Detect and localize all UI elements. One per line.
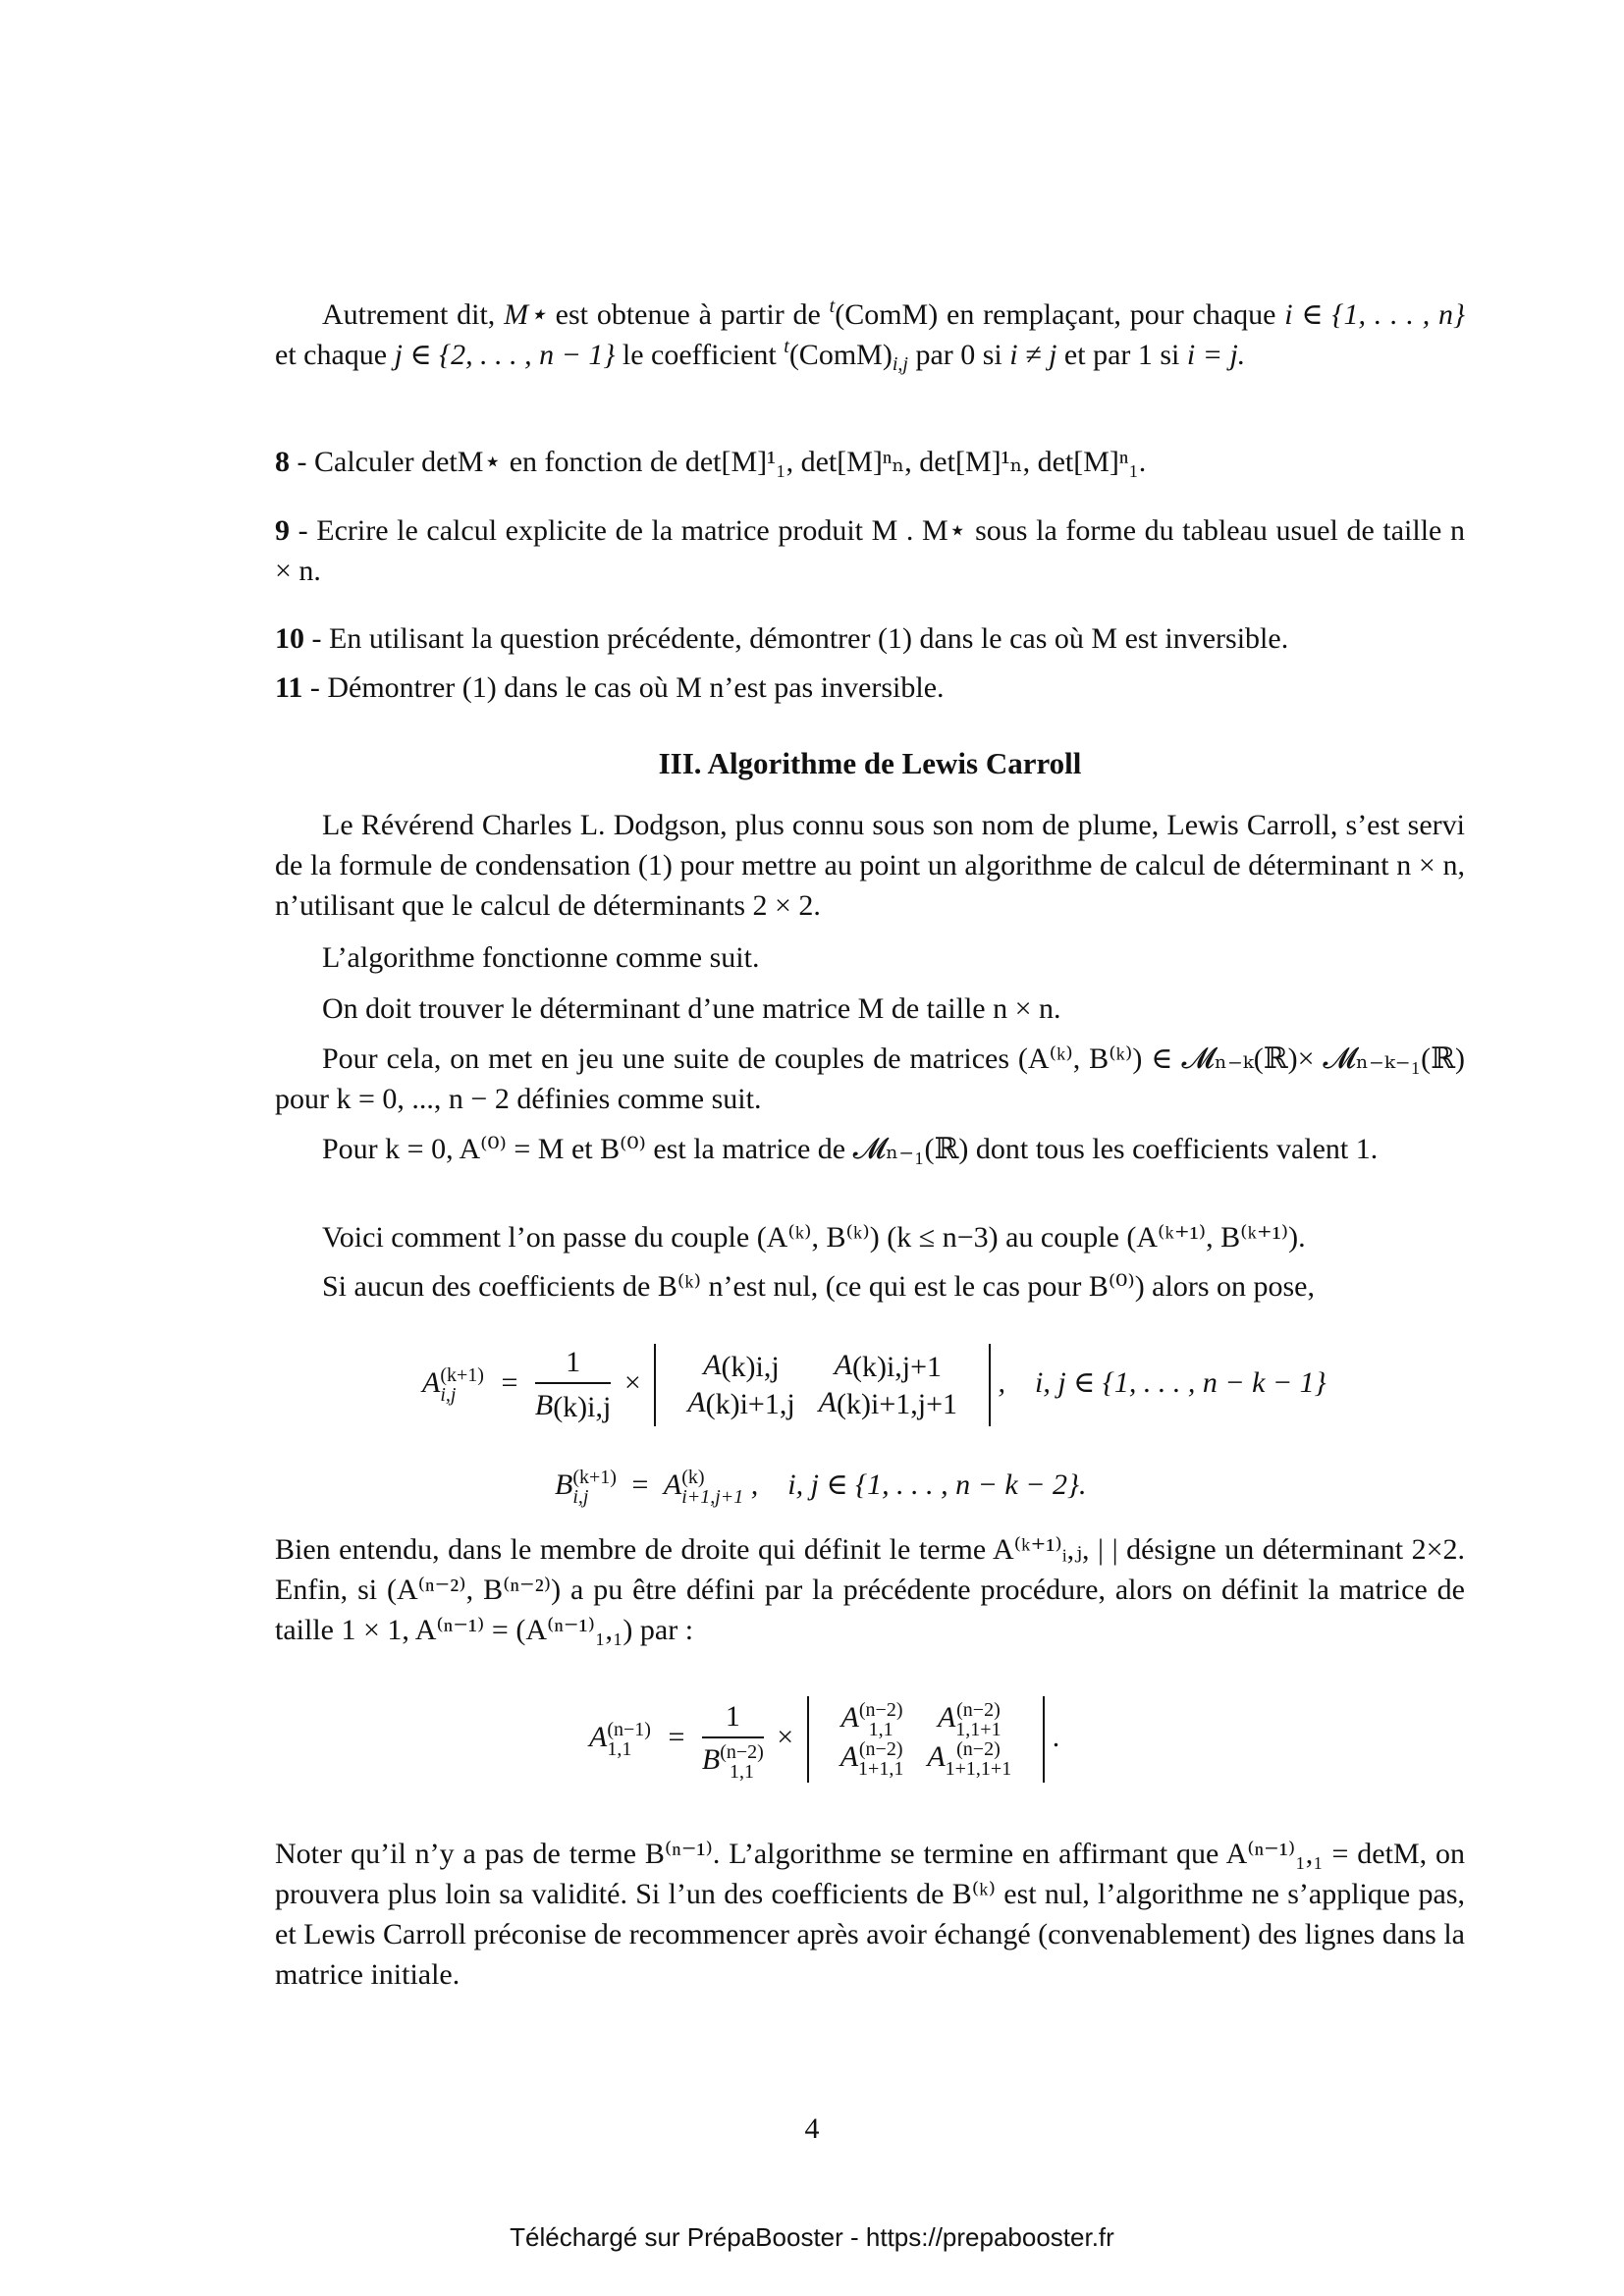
paragraph-pass (275, 1217, 1465, 1257)
intro-text: et chaque (275, 339, 395, 371)
question-number: 9 (275, 514, 290, 547)
paragraph-text: Pour k = 0, A⁽⁰⁾ = M et B⁽⁰⁾ est la matrice de 𝓜ₙ₋₁(ℝ) dont tous les coefficients valent 1. (322, 1133, 1379, 1165)
paragraph-noter (275, 1834, 1465, 1995)
fraction-denominator: B(k)i,j (534, 1389, 612, 1424)
question-number: 8 (275, 446, 290, 478)
question-9 (275, 510, 1465, 591)
math-times: × (777, 1721, 794, 1753)
fraction-denominator: B (n−2) 1,1 (701, 1741, 764, 1784)
paragraph-text: Bien entendu, dans le membre de droite qui définit le terme A⁽ᵏ⁺¹⁾ᵢ,ⱼ, | | désigne un déterminant 2×2. Enfin, si (A⁽ⁿ⁻²⁾, B⁽ⁿ⁻²⁾) a pu être défini par la précédente procédure, alors on définit la matrice de taille 1 × 1, A⁽ⁿ⁻¹⁾ = (A⁽ⁿ⁻¹⁾₁,₁) par : (275, 1533, 1465, 1646)
question-11 (275, 667, 1465, 708)
intro-text: le coefficient (615, 339, 785, 371)
paragraph-text: Le Révérend Charles L. Dodgson, plus connu sous son nom de plume, Lewis Carroll, s’est servi de la formule de condensation (1) pour mettre au point un algorithme de calcul de déterminant n × n, n’utilisant que le calcul de déterminants 2 × 2. (275, 809, 1465, 922)
paragraph-nonzero (275, 1266, 1465, 1307)
det-cell: A (n−2) 1,1+1 (937, 1699, 1001, 1741)
intro-paragraph: Autrement dit, M⋆ est obtenue à partir de $^t$(ComM) en remplaçant, pour chaque i ∈ {1, . . . , n} et chaque j ∈ {2, . . . , n − 1} le coefficient $^t(ComM)_{i,j}$ par 0 si i ≠ j et par 1 si i = j. (275, 295, 1465, 375)
question-text: - En utilisant la question précédente, démontrer (1) dans le cas où M est inversible. (304, 622, 1289, 655)
math-mstar: M⋆ (504, 298, 547, 331)
det-cell: A(k)i,j+1 (834, 1348, 943, 1384)
det-cell: A(k)i+1,j+1 (818, 1386, 957, 1421)
math-period: . (1052, 1721, 1060, 1753)
equation-b-k1: B (k+1) i,j = A (k) i+1,j+1 , i, j ∈ {1, . . . , n − k − 2}. (555, 1467, 1087, 1509)
det-cell: A(k)i+1,j (687, 1386, 795, 1421)
determinant (807, 1696, 1046, 1783)
determinant (654, 1344, 991, 1426)
fraction-numerator: 1 (702, 1697, 764, 1738)
math-symbol: B (555, 1468, 573, 1501)
paragraph-algo-intro (275, 937, 1465, 978)
math-eq: i = j. (1186, 339, 1246, 371)
det-cell: A (n−2) 1,1 (840, 1699, 903, 1741)
paragraph-text: Pour cela, on met en jeu une suite de couples de matrices (A⁽ᵏ⁾, B⁽ᵏ⁾) ∈ 𝓜ₙ₋ₖ(ℝ)× 𝓜ₙ₋ₖ₋₁(ℝ) pour k = 0, ..., n − 2 définies comme suit. (275, 1042, 1465, 1115)
equation-a-n1: A (n−1) 1,1 = 1 B (n−2) 1,1 × A (n−2) 1,1 A (n−2) 1,1+1 A (n−2) 1+1,1 A (n−2) 1+1,1+1 . (589, 1696, 1059, 1783)
intro-text: en remplaçant, pour chaque (938, 298, 1276, 331)
question-text: - Ecrire le calcul explicite de la matrice produit M . M⋆ sous la forme du tableau usuel de taille n × n. (275, 514, 1465, 587)
det-cell: A (n−2) 1+1,1+1 (927, 1738, 1012, 1781)
math-sup: (k+1) (440, 1364, 484, 1387)
paragraph-find-det (275, 988, 1465, 1029)
paragraph-text: On doit trouver le déterminant d’une matrice M de taille n × n. (322, 992, 1061, 1025)
math-sub: i,j (440, 1384, 457, 1407)
paragraph-dodgson (275, 805, 1465, 926)
intro-text: est obtenue à partir de (546, 298, 830, 331)
paragraph-k0 (275, 1129, 1465, 1169)
math-symbol: A (663, 1468, 682, 1501)
question-number: 10 (275, 622, 304, 655)
math-equals: = (501, 1365, 518, 1399)
equation-a-k1 (422, 1343, 1326, 1427)
section-title: III. Algorithme de Lewis Carroll (658, 746, 1082, 780)
math-equals: = (631, 1468, 649, 1501)
det-cell: A(k)i,j (703, 1348, 780, 1384)
math-set-j: j ∈ {2, . . . , n − 1} (394, 339, 616, 371)
footer-download-note: Téléchargé sur PrépaBooster - https://prepabooster.fr (510, 2222, 1114, 2252)
math-set-i: i ∈ {1, . . . , n} (1284, 298, 1465, 331)
paragraph-text: Si aucun des coefficients de B⁽ᵏ⁾ n’est nul, (ce qui est le cas pour B⁽⁰⁾) alors on pose, (322, 1270, 1315, 1303)
equation-condition: , i, j ∈ {1, . . . , n − k − 1} (998, 1365, 1326, 1399)
paragraph-text: Voici comment l’on passe du couple (A⁽ᵏ⁾, B⁽ᵏ⁾) (k ≤ n−3) au couple (A⁽ᵏ⁺¹⁾, B⁽ᵏ⁺¹⁾). (322, 1221, 1306, 1254)
page-number: 4 (804, 2112, 820, 2145)
math-ineq: i ≠ j (1009, 339, 1057, 371)
question-text: - Calculer detM⋆ en fonction de det[M]¹₁, det[M]ⁿₙ, det[M]¹ₙ, det[M]ⁿ₁. (290, 446, 1147, 478)
det-cell: A (n−2) 1+1,1 (839, 1738, 904, 1781)
question-10 (275, 618, 1465, 659)
intro-text: par 0 si (907, 339, 1010, 371)
math-equals: = (668, 1721, 685, 1753)
intro-text: et (1056, 339, 1086, 371)
question-text: - Démontrer (1) dans le cas où M n’est pas inversible. (302, 671, 945, 704)
fraction (535, 1343, 611, 1427)
intro-text: par 1 si (1093, 339, 1187, 371)
math-tcom: (ComM) (835, 298, 939, 331)
paragraph-bien-entendu (275, 1529, 1465, 1650)
math-symbol: A (422, 1365, 441, 1399)
fraction (702, 1697, 764, 1782)
fraction-numerator: 1 (535, 1343, 611, 1384)
math-times: × (623, 1365, 641, 1399)
question-number: 11 (275, 671, 303, 704)
math-symbol: A (589, 1721, 608, 1753)
equation-condition: , i, j ∈ {1, . . . , n − k − 2}. (750, 1468, 1087, 1501)
paragraph-text: Noter qu’il n’y a pas de terme B⁽ⁿ⁻¹⁾. L’algorithme se termine en affirmant que A⁽ⁿ⁻¹⁾₁,₁ = detM, on prouvera plus loin sa validité. Si l’un des coefficients de B⁽ᵏ⁾ est nul, l’algorithme ne s’applique pas, et Lewis Carroll préconise de recommencer après avoir échangé (convenablement) des lignes dans la matrice initiale. (275, 1838, 1465, 1991)
math-tcom-ij: (ComM) (788, 339, 893, 371)
paragraph-couples (275, 1039, 1465, 1119)
question-8 (275, 442, 1465, 482)
paragraph-text: L’algorithme fonctionne comme suit. (322, 941, 760, 974)
intro-text: Autrement dit, (322, 298, 505, 331)
